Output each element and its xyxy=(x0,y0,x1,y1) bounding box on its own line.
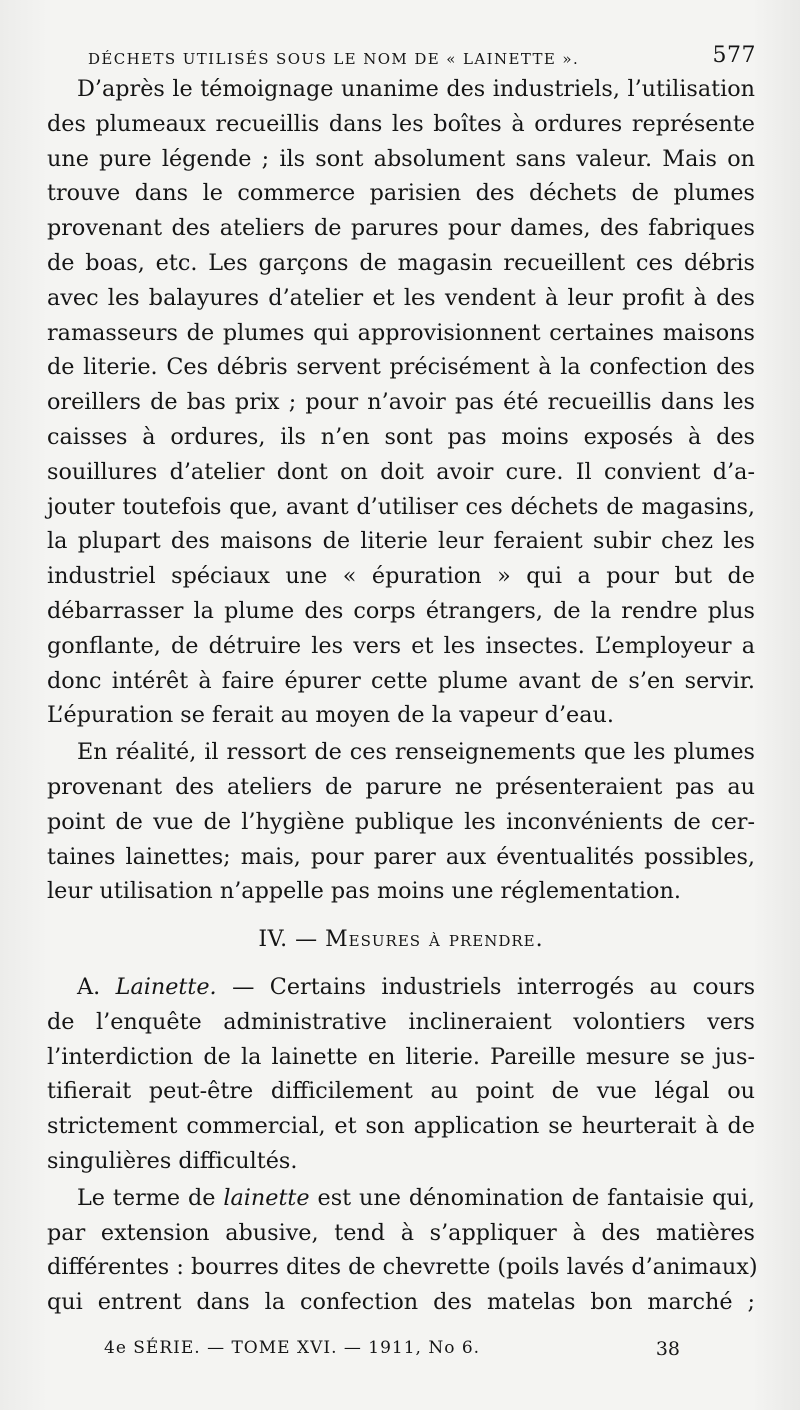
text-line xyxy=(47,970,755,1005)
text-line: jouter toutefois que, avant d’utiliser ces déchets de magasins, xyxy=(47,493,755,520)
text-line: taines lainettes; mais, pour parer aux éventualités possibles, xyxy=(47,843,755,870)
text-line: la plupart des maisons de literie leur feraient subir chez les xyxy=(47,528,755,555)
text-line: débarrasser la plume des corps étrangers, de la rendre plus xyxy=(47,597,755,624)
text-line: singulières difficultés. xyxy=(47,1147,298,1174)
text-line: avec les balayures d’atelier et les vendent à leur profit à des xyxy=(47,284,755,311)
text-line: tifierait peut-être difficilement au point de vue légal ou xyxy=(47,1078,755,1105)
text-line: par extension abusive, tend à s’appliquer à des matières xyxy=(47,1219,755,1246)
text-line: ramasseurs de plumes qui approvisionnent certaines maisons xyxy=(47,319,755,346)
sheet-number: 38 xyxy=(655,1338,680,1360)
text-line: D’après le témoignage unanime des industriels, l’utilisation xyxy=(77,76,755,102)
paragraph-terme xyxy=(47,1181,758,1320)
section-heading xyxy=(47,923,755,958)
page-header xyxy=(88,34,756,68)
text-line: souillures d’atelier dont on doit avoir cure. Il convient d’a- xyxy=(47,458,755,485)
text-line: de l’enquête administrative inclineraient volontiers vers xyxy=(47,1008,755,1035)
section-title: Mesures à prendre. xyxy=(325,927,544,953)
text-fragment: Le terme de xyxy=(77,1184,216,1211)
italic-term: lainette xyxy=(223,1184,310,1211)
text-line: provenant des ateliers de parures pour dames, des fabriques xyxy=(47,215,755,242)
text-line: gonflante, de détruire les vers et les insectes. L’employeur a xyxy=(47,632,755,659)
text-fragment: — Certains industriels interrogés au cours xyxy=(232,973,756,1000)
text-line: donc intérêt à faire épurer cette plume avant de s’en servir. xyxy=(47,667,755,694)
text-line: différentes : bourres dites de chevrette (poils lavés d’animaux) xyxy=(47,1254,758,1281)
text-line: L’épuration se ferait au moyen de la vapeur d’eau. xyxy=(47,702,614,729)
text-line: strictement commercial, et son application se heurterait à de xyxy=(47,1113,755,1140)
text-line: de literie. Ces débris servent précisément à la confection des xyxy=(47,354,755,381)
text-line: des plumeaux recueillis dans les boîtes à ordures représente xyxy=(47,110,755,137)
item-term: Lainette. xyxy=(115,973,217,1000)
text-line: leur utilisation n’appelle pas moins une réglementation. xyxy=(47,878,681,905)
page-number: 577 xyxy=(712,43,756,68)
text-line xyxy=(47,1181,755,1216)
text-line: de boas, etc. Les garçons de magasin recueillent ces débris xyxy=(47,249,755,276)
text-line: industriel spéciaux une « épuration » qui a pour but de xyxy=(47,563,755,590)
text-line: qui entrent dans la confection des matelas bon marché ; xyxy=(47,1289,755,1316)
body-text xyxy=(47,72,758,1320)
paragraph-lainette xyxy=(47,970,755,1179)
text-line: une pure légende ; ils sont absolument sans valeur. Mais on xyxy=(47,145,755,172)
section-number: IV. — xyxy=(258,927,318,953)
page-footer xyxy=(104,1338,680,1360)
text-line: point de vue de l’hygiène publique les inconvénients de cer- xyxy=(47,808,755,835)
text-line: l’interdiction de la lainette en literie. Pareille mesure se jus- xyxy=(47,1043,755,1070)
item-label: A. xyxy=(77,973,101,1000)
text-line: caisses à ordures, ils n’en sont pas moins exposés à des xyxy=(47,423,755,450)
text-line: En réalité, il ressort de ces renseignements que les plumes xyxy=(77,739,755,766)
footer-series: 4e SÉRIE. — TOME XVI. — 1911, No 6. xyxy=(104,1338,481,1358)
text-line: trouve dans le commerce parisien des déchets de plumes xyxy=(47,180,755,207)
paragraph-plumes xyxy=(47,72,755,733)
text-line: provenant des ateliers de parure ne présenteraient pas au xyxy=(47,773,755,800)
paragraph-realite xyxy=(47,735,755,909)
running-title: DÉCHETS UTILISÉS SOUS LE NOM DE « LAINETTE ». xyxy=(88,50,580,68)
text-line: oreillers de bas prix ; pour n’avoir pas été recueillis dans les xyxy=(47,389,755,416)
text-fragment: est une dénomination de fantaisie qui, xyxy=(317,1184,755,1211)
